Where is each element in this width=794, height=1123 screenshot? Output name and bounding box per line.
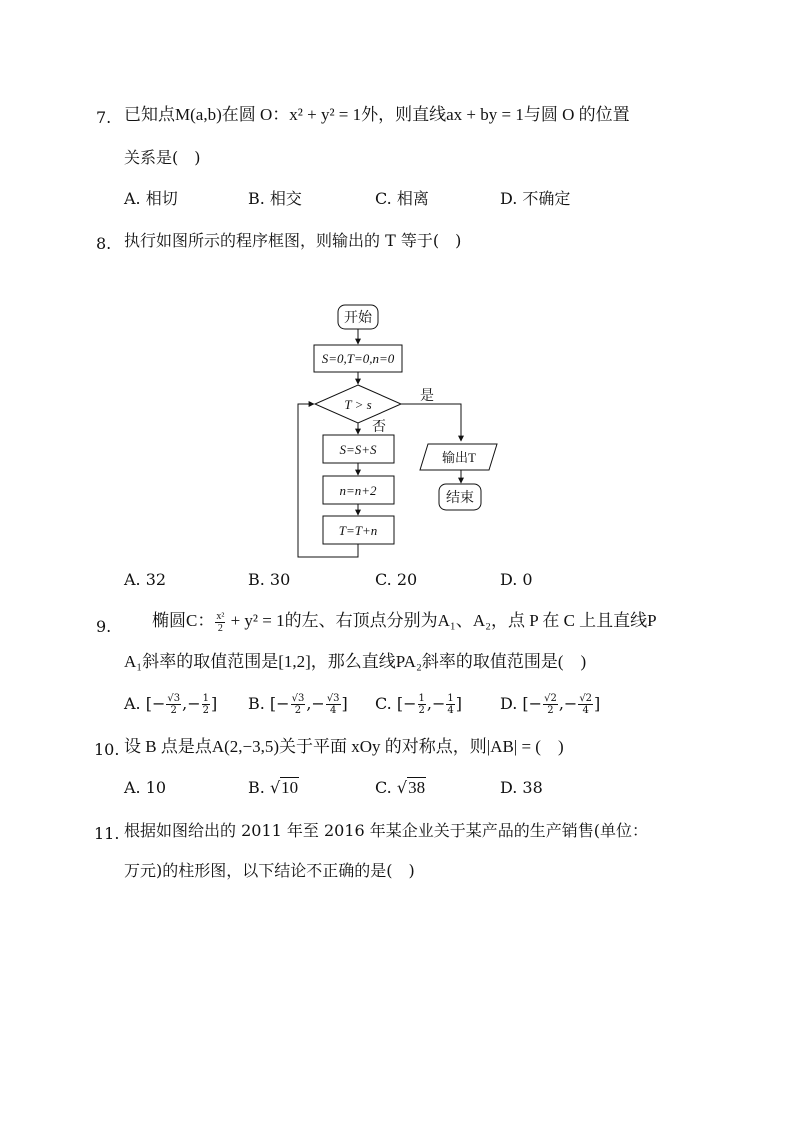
q7-stem-line1: 已知点M(a,b)在圆 O：x² + y² = 1外，则直线ax + by = 1与圆 O 的位置 <box>124 105 630 124</box>
flow-step3-label: T=T+n <box>338 523 378 538</box>
q9-a-num2: 1 <box>202 693 209 704</box>
q8-number: 8. <box>96 234 112 253</box>
q11-number: 11. <box>94 824 120 843</box>
q9-frac-num: x² <box>216 610 225 622</box>
q9-c-num1: 1 <box>418 693 425 704</box>
q9-b-num2: √3 <box>326 693 340 704</box>
q10-option-a[interactable]: A. 10 <box>124 778 167 797</box>
q9-fraction <box>215 611 225 634</box>
flow-step1-label: S=S+S <box>339 442 377 457</box>
q9-option-c[interactable]: C. [− $\frac{1}{2}$ ,− $\frac{1}{4}$ ] <box>375 693 462 716</box>
sqrt-icon: √ <box>269 778 281 797</box>
q9-opt-d-label: D. <box>500 694 518 713</box>
q9-b-den2: 4 <box>329 705 337 716</box>
flow-step2-label: n=n+2 <box>339 483 377 498</box>
q9-d-den1: 2 <box>547 705 554 716</box>
q8-option-d[interactable]: D. 0 <box>500 570 533 589</box>
q9-b-den1: 2 <box>294 705 302 716</box>
q8-stem: 执行如图所示的程序框图，则输出的 T 等于( ) <box>124 231 462 250</box>
q11-stem-line1: 根据如图给出的 2011 年至 2016 年某企业关于某产品的生产销售(单位： <box>124 821 649 840</box>
q9-d-num1: √2 <box>544 693 557 704</box>
q9-a-den2: 2 <box>202 705 209 716</box>
q7-option-c[interactable]: C. 相离 <box>375 189 429 208</box>
flow-condition-label: T > s <box>344 397 372 412</box>
q9-opt-a-label: A. <box>124 694 141 713</box>
q9-stem-line2: A₁斜率的取值范围是[1,2]，那么直线PA₂斜率的取值范围是( ) <box>124 652 587 671</box>
q9-opt-b-label: B. <box>248 694 265 713</box>
flow-yes-label: 是 <box>420 389 434 404</box>
q10-option-d[interactable]: D. 38 <box>500 778 543 797</box>
flowchart <box>0 295 794 575</box>
q9-c-den2: 4 <box>447 705 454 716</box>
q7-number: 7. <box>96 108 112 127</box>
q9-d-num2: √2 <box>579 693 593 704</box>
q9-option-b[interactable]: B. [− $\frac{√3}{2}$ ,− $\frac{√3}{4}$ ] <box>248 693 348 716</box>
q9-b-num1: √3 <box>291 693 305 704</box>
q10-number: 10. <box>94 740 120 759</box>
q8-option-c[interactable]: C. 20 <box>375 570 418 589</box>
q9-post: + y² = 1的左、右顶点分别为A₁、A₂，点 P 在 C 上且直线P <box>226 611 657 630</box>
q9-pre: 椭圆C： <box>152 611 215 630</box>
flow-no-label: 否 <box>372 420 386 435</box>
sqrt-icon: √ <box>396 778 408 797</box>
q9-frac-den: 2 <box>217 622 223 634</box>
q9-opt-c-label: C. <box>375 694 392 713</box>
q8-option-a[interactable]: A. 32 <box>124 570 167 589</box>
q9-a-den1: 2 <box>170 705 177 716</box>
q9-option-d[interactable]: D. [− $\frac{√2}{2}$ ,− $\frac{√2}{4}$ ] <box>500 693 601 716</box>
q10-option-b[interactable] <box>248 777 299 799</box>
q10-opt-b-radicand: 10 <box>281 778 299 797</box>
flow-init-label: S=0,T=0,n=0 <box>321 351 395 366</box>
q10-opt-c-label: C. <box>375 778 392 797</box>
q7-option-d[interactable]: D. 不确定 <box>500 189 571 208</box>
q10-option-c[interactable] <box>375 777 426 799</box>
q7-option-a[interactable]: A. 相切 <box>124 189 178 208</box>
q7-option-b[interactable]: B. 相交 <box>248 189 302 208</box>
q9-number: 9. <box>96 617 112 636</box>
q9-c-num2: 1 <box>447 693 454 704</box>
q9-option-a[interactable]: A. [− $\frac{√3}{2}$ ,− $\frac{1}{2}$ ] <box>124 693 218 716</box>
flow-end-label: 结束 <box>446 491 474 506</box>
flow-output-label: 输出T <box>442 450 476 465</box>
q10-opt-c-radicand: 38 <box>408 778 426 797</box>
flow-start-label: 开始 <box>344 311 372 326</box>
q8-option-b[interactable]: B. 30 <box>248 570 291 589</box>
q11-stem-line2: 万元)的柱形图，以下结论不正确的是( ) <box>124 861 415 880</box>
q10-opt-b-label: B. <box>248 778 265 797</box>
q7-stem-line2: 关系是( ) <box>124 148 201 167</box>
q9-d-den2: 4 <box>582 705 589 716</box>
q9-a-num1: √3 <box>167 693 181 704</box>
q9-c-den1: 2 <box>418 705 425 716</box>
q9-stem-line1 <box>152 604 657 638</box>
q10-stem: 设 B 点是点A(2,−3,5)关于平面 xOy 的对称点，则|AB| = ( ) <box>124 737 564 756</box>
